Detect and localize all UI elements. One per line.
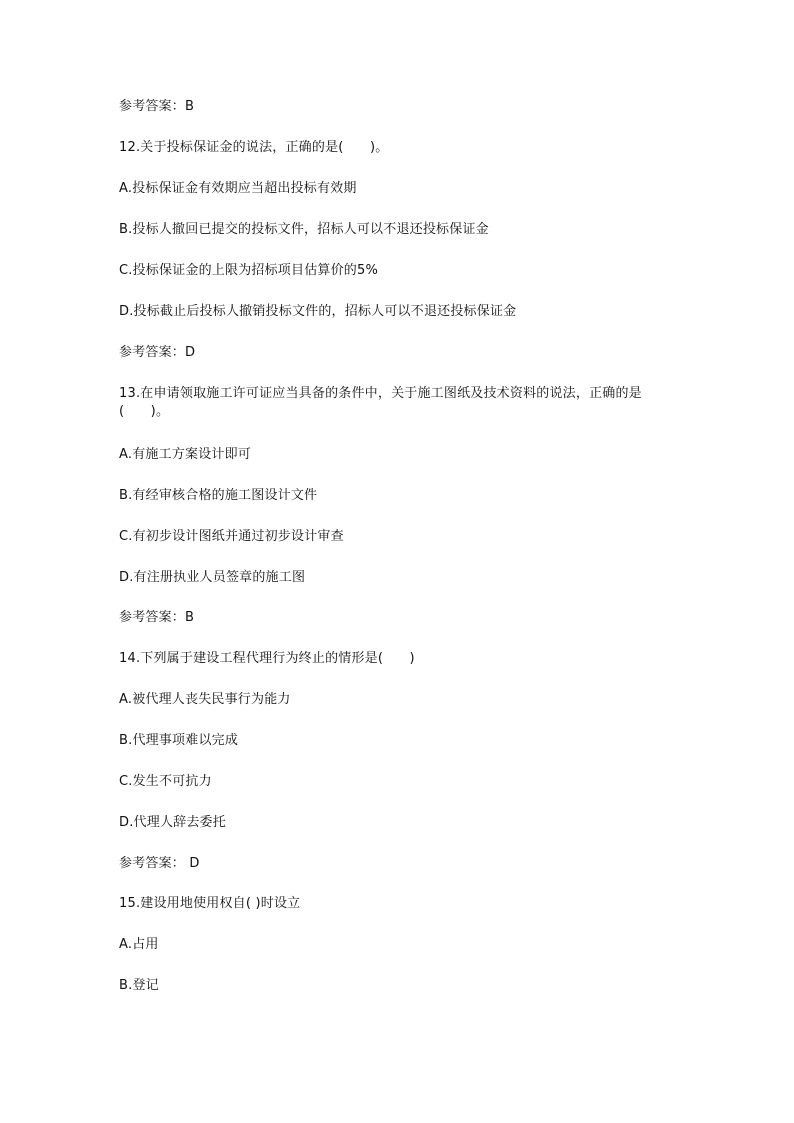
question-15-option-b: B.登记: [119, 978, 159, 993]
question-14-option-a: A.被代理人丧失民事行为能力: [119, 692, 291, 707]
question-12-option-d: D.投标截止后投标人撤销投标文件的，招标人可以不退还投标保证金: [119, 304, 517, 319]
question-14-option-d: D.代理人辞去委托: [119, 815, 226, 830]
question-14-option-b: B.代理事项难以完成: [119, 733, 239, 748]
question-13-option-c: C.有初步设计图纸并通过初步设计审查: [119, 529, 344, 544]
question-14-option-c: C.发生不可抗力: [119, 774, 212, 789]
question-13-option-a: A.有施工方案设计即可: [119, 447, 251, 462]
answer-11: 参考答案：B: [119, 99, 195, 114]
question-12-option-b: B.投标人撤回已提交的投标文件，招标人可以不退还投标保证金: [119, 222, 489, 237]
question-13-option-b: B.有经审核合格的施工图设计文件: [119, 488, 318, 503]
question-13-option-d: D.有注册执业人员签章的施工图: [119, 570, 306, 585]
question-12-option-a: A.投标保证金有效期应当超出投标有效期: [119, 181, 357, 196]
answer-13: 参考答案：B: [119, 610, 195, 625]
question-14: 14.下列属于建设工程代理行为终止的情形是( ): [119, 651, 415, 666]
question-12: 12.关于投标保证金的说法，正确的是( )。: [119, 140, 389, 155]
question-13: 13.在申请领取施工许可证应当具备的条件中，关于施工图纸及技术资料的说法，正确的是( )。: [119, 386, 642, 419]
answer-14: 参考答案： D: [119, 856, 200, 871]
answer-12: 参考答案：D: [119, 345, 196, 360]
question-12-option-c: C.投标保证金的上限为招标项目估算价的5%: [119, 263, 379, 278]
question-15-option-a: A.占用: [119, 937, 159, 952]
question-15: 15.建设用地使用权自( )时设立: [119, 896, 301, 911]
